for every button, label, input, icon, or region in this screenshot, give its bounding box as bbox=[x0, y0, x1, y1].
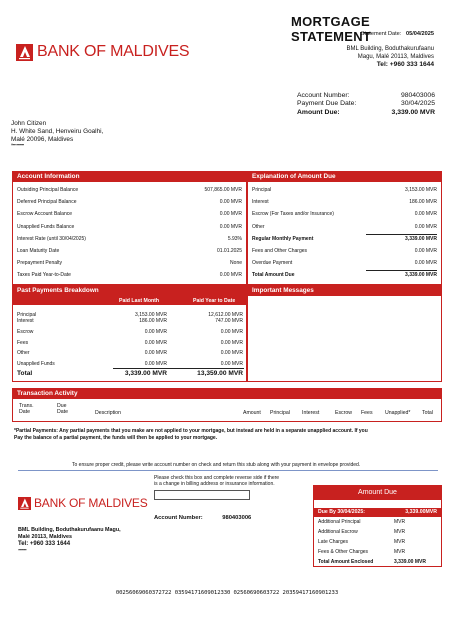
stub-due-by-value: 3,339.00MVR bbox=[405, 509, 437, 515]
account-info-row bbox=[13, 257, 246, 269]
col-due-date-line: Due bbox=[57, 403, 67, 409]
past-payment-ytd: 0.00 MVR bbox=[220, 339, 243, 346]
explanation-label: Interest bbox=[252, 199, 269, 206]
past-payment-last: 0.00 MVR bbox=[144, 339, 167, 346]
past-payment-label: Interest bbox=[17, 318, 34, 325]
bank-logo-name: BANK OF MALDIVES bbox=[37, 43, 190, 60]
explanation-value: 0.00 MVR bbox=[414, 247, 437, 254]
partial-payments-line: *Partial Payments: Any partial payments that you make are not applied to your mortgage, but instead are held in a separate unapplied account. If you bbox=[14, 428, 368, 434]
important-messages-panel bbox=[247, 285, 442, 382]
col-unapplied: Unapplied* bbox=[385, 410, 411, 416]
explanation-label: Overdue Payment bbox=[252, 260, 293, 267]
col-escrow: Escrow bbox=[335, 410, 353, 416]
explanation-label: Fees and Other Charges bbox=[252, 247, 308, 254]
col-due-date-line: Date bbox=[57, 409, 68, 416]
account-number-value: 980403006 bbox=[400, 92, 435, 99]
customer-barcode: ’’́’’’’’’’’ ’’’’’’’’’’’’’’’’’’ bbox=[11, 144, 24, 150]
explanation-subtotal-rule bbox=[366, 234, 437, 235]
stub-total-value: 3,339.00 MVR bbox=[394, 559, 426, 565]
explanation-value: 3,339.00 MVR bbox=[405, 235, 437, 242]
explanation-row bbox=[248, 245, 441, 257]
explanation-row bbox=[248, 196, 441, 208]
col-interest: Interest bbox=[302, 410, 320, 416]
col-due-date bbox=[57, 403, 68, 415]
bank-address bbox=[346, 46, 434, 69]
col-amount: Amount bbox=[243, 410, 261, 416]
account-number-row bbox=[297, 92, 435, 100]
stub-amount-label: Late Charges bbox=[318, 539, 349, 545]
bank-tel: Tel: +960 333 1644 bbox=[376, 61, 434, 68]
stub-amount-label: Fees & Other Charges bbox=[318, 549, 369, 555]
account-info-label: Prepayment Penalty bbox=[17, 260, 63, 267]
stub-amount-due-heading: Amount Due bbox=[314, 486, 441, 500]
stub-barcode: ’’’’’’’’’’’’’’’’’’’ bbox=[18, 548, 27, 555]
past-payment-last: 0.00 MVR bbox=[144, 350, 167, 357]
account-info-label: Escrow Account Balance bbox=[17, 211, 73, 218]
past-payment-row bbox=[13, 318, 246, 324]
stub-amount-value: MVR bbox=[394, 539, 406, 545]
partial-payments-line: Pay the balance of a partial payment, the funds will then be applied to your mortgage. bbox=[14, 434, 218, 441]
account-info-label: Outsiding Principal Balance bbox=[17, 187, 79, 193]
col-paid-ytd: Paid Year to Date bbox=[193, 298, 236, 304]
explanation-row bbox=[248, 184, 441, 196]
account-info-row bbox=[13, 208, 246, 220]
stub-amount-label: Additional Principal bbox=[318, 519, 361, 525]
past-payments-total-rule bbox=[113, 368, 244, 369]
past-payment-ytd: 747.00 MVR bbox=[215, 318, 243, 325]
account-info-row bbox=[13, 184, 246, 196]
explanation-row bbox=[248, 233, 441, 245]
explanation-panel bbox=[247, 171, 442, 285]
account-summary bbox=[297, 92, 435, 117]
explanation-value: 3,153.00 MVR bbox=[405, 187, 437, 193]
explanation-label: Other bbox=[252, 223, 265, 230]
stub-address bbox=[18, 527, 121, 555]
past-payment-ytd: 0.00 MVR bbox=[220, 328, 243, 335]
col-description: Description bbox=[95, 410, 121, 416]
explanation-heading: Explanation of Amount Due bbox=[248, 172, 441, 182]
billing-change-checkbox[interactable] bbox=[154, 490, 250, 500]
stub-account-number-value: 980403006 bbox=[222, 515, 252, 521]
account-info-value: None bbox=[230, 260, 242, 267]
payment-due-date-value: 30/04/2025 bbox=[400, 100, 435, 108]
statement-date bbox=[361, 31, 434, 37]
col-trans-date-line: Trans. bbox=[19, 403, 34, 409]
explanation-label: Regular Monthly Payment bbox=[252, 235, 314, 242]
stub-bank-name: BANK OF MALDIVES bbox=[34, 496, 148, 510]
account-info-row bbox=[13, 221, 246, 233]
amount-due-label: Amount Due: bbox=[297, 108, 340, 116]
account-info-row bbox=[13, 196, 246, 208]
stub-account-number bbox=[154, 515, 251, 521]
stub-amount-row bbox=[314, 517, 441, 527]
account-info-row bbox=[13, 245, 246, 257]
partial-payments-note bbox=[14, 428, 438, 441]
past-payment-label: Principal bbox=[17, 312, 37, 318]
account-info-value: 0.00 MVR bbox=[219, 223, 242, 230]
past-payments-panel bbox=[12, 285, 247, 382]
bank-logo bbox=[16, 42, 189, 62]
bank-address-line: BML Building, Boduthakurufaanu bbox=[346, 46, 434, 52]
col-total: Total bbox=[422, 410, 433, 416]
explanation-row bbox=[248, 208, 441, 220]
col-trans-date-line: Date bbox=[19, 409, 30, 416]
account-info-value: 01.01.2025 bbox=[216, 247, 242, 254]
explanation-value: 0.00 MVR bbox=[414, 211, 437, 218]
account-info-row bbox=[13, 233, 246, 245]
past-payments-total-ytd: 13,359.00 MVR bbox=[197, 370, 243, 377]
stub-due-by-row bbox=[314, 508, 441, 517]
past-payment-row bbox=[13, 340, 246, 351]
statement-title: MORTGAGE STATEMENT bbox=[291, 14, 372, 44]
account-info-value: 5.93% bbox=[227, 235, 242, 242]
stub-amount-value: MVR bbox=[394, 529, 406, 535]
account-info-value: 0.00 MVR bbox=[219, 211, 242, 218]
past-payment-ytd: 0.00 MVR bbox=[220, 350, 243, 357]
past-payment-ytd: 0.00 MVR bbox=[220, 361, 243, 368]
account-information-heading: Account Information bbox=[13, 172, 246, 182]
explanation-value: 186.00 MVR bbox=[409, 199, 437, 206]
past-payments-total-last: 3,339.00 MVR bbox=[124, 370, 167, 377]
statement-date-value: 05/04/2025 bbox=[406, 31, 434, 37]
account-info-value: 0.00 MVR bbox=[219, 199, 242, 206]
past-payment-ytd: 12,612.00 MVR bbox=[208, 312, 243, 318]
bank-address-line: Magu, Malé 20113, Maldives bbox=[357, 53, 434, 60]
past-payment-last: 3,153.00 MVR bbox=[135, 312, 167, 318]
past-payment-last: 186.00 MVR bbox=[139, 318, 167, 325]
stub-total-row bbox=[314, 557, 441, 568]
past-payment-label: Escrow bbox=[17, 328, 34, 335]
stub-tel: Tel: +960 333 1644 bbox=[18, 541, 71, 548]
past-payment-row bbox=[13, 329, 246, 340]
explanation-value: 0.00 MVR bbox=[414, 223, 437, 230]
account-info-value: 0.00 MVR bbox=[219, 272, 242, 279]
payment-due-date-row bbox=[297, 100, 435, 108]
past-payment-last: 0.00 MVR bbox=[144, 328, 167, 335]
amount-due-row bbox=[297, 109, 435, 117]
past-payments-columns bbox=[13, 296, 246, 305]
account-info-label: Unapplied Funds Balance bbox=[17, 223, 75, 230]
payment-due-date-label: Payment Due Date: bbox=[297, 100, 357, 108]
account-number-label: Account Number: bbox=[297, 92, 350, 99]
explanation-value: 0.00 MVR bbox=[414, 260, 437, 267]
explanation-subtotal-rule bbox=[366, 270, 437, 271]
col-trans-date bbox=[19, 403, 34, 415]
statement-date-label: Statement Date: bbox=[360, 31, 402, 37]
customer-address bbox=[11, 120, 103, 150]
past-payment-label: Fees bbox=[17, 339, 29, 346]
past-payment-row bbox=[13, 350, 246, 361]
col-paid-last-month: Paid Last Month bbox=[119, 298, 160, 304]
stub-amount-value: MVR bbox=[394, 519, 406, 525]
past-payment-label: Unapplied Funds bbox=[17, 361, 55, 368]
past-payments-total-label: Total bbox=[17, 370, 33, 377]
stub-amount-value: MVR bbox=[394, 549, 406, 555]
col-principal: Principal bbox=[270, 410, 290, 416]
stub-amount-label: Additional Escrow bbox=[318, 529, 358, 535]
past-payment-last: 0.00 MVR bbox=[144, 361, 167, 368]
past-payment-label: Other bbox=[17, 350, 30, 357]
past-payments-heading: Past Payments Breakdown bbox=[13, 286, 246, 296]
col-fees: Fees bbox=[361, 410, 373, 416]
stub-bank-logo-icon bbox=[18, 497, 31, 510]
stub-address-line: Malé 20113, Maldives bbox=[18, 534, 72, 541]
important-messages-heading: Important Messages bbox=[248, 286, 441, 296]
bank-logo-icon bbox=[16, 44, 33, 61]
transaction-activity-heading: Transaction Activity bbox=[13, 389, 441, 399]
account-info-value: 507,865.00 MVR bbox=[204, 187, 242, 193]
explanation-row bbox=[248, 257, 441, 269]
explanation-value: 3,339.00 MVR bbox=[405, 272, 437, 279]
account-info-label: Taxes Paid Year-to-Date bbox=[17, 272, 71, 279]
explanation-label: Principal bbox=[252, 187, 272, 193]
stub-amount-row bbox=[314, 527, 441, 537]
billing-change-line: Please check this box and complete reverse side if there bbox=[154, 475, 280, 481]
billing-change-note bbox=[154, 475, 279, 488]
customer-address-line: Malé 20096, Maldives bbox=[11, 136, 74, 143]
stub-total-label: Total Amount Enclosed bbox=[318, 559, 374, 565]
micr-line: 00256069060372722 03594171609012330 02560690603722 20359417160901233 bbox=[115, 590, 339, 596]
account-information-panel bbox=[12, 171, 247, 285]
stub-amount-row bbox=[314, 537, 441, 547]
stub-amount-row bbox=[314, 547, 441, 557]
stub-due-by-label: Due By 30/04/2025: bbox=[318, 509, 366, 515]
transaction-activity-columns bbox=[13, 399, 441, 421]
customer-address-line: H. White Sand, Henveiru Goalhi, bbox=[11, 128, 104, 135]
stub-account-number-label: Account Number: bbox=[154, 515, 203, 521]
stub-bank-logo bbox=[18, 495, 148, 511]
transaction-activity-panel bbox=[12, 388, 442, 422]
account-info-label: Deferred Principal Balance bbox=[17, 199, 77, 206]
credit-notice: To ensure proper credit, please write account number on check and return this stub along with your payment in envelope provided. bbox=[72, 462, 361, 468]
explanation-row bbox=[248, 269, 441, 281]
account-info-row bbox=[13, 269, 246, 281]
amount-due-value: 3,339.00 MVR bbox=[391, 108, 435, 116]
account-info-label: Loan Maturity Date bbox=[17, 247, 60, 254]
billing-change-line: is a change in billing address or insurance information. bbox=[154, 481, 275, 488]
stub-cut-line bbox=[18, 470, 438, 471]
stub-amount-due-box bbox=[313, 485, 442, 567]
account-info-label: Interest Rate (until 30/04/2025) bbox=[17, 235, 86, 242]
explanation-label: Escrow (For Taxes and/or Insurance) bbox=[252, 211, 334, 218]
stub-address-line: BML Building, Boduthakurufaanu Magu, bbox=[18, 527, 121, 533]
customer-name: John Citizen bbox=[11, 120, 47, 127]
explanation-row bbox=[248, 221, 441, 233]
explanation-label: Total Amount Due bbox=[252, 272, 295, 279]
